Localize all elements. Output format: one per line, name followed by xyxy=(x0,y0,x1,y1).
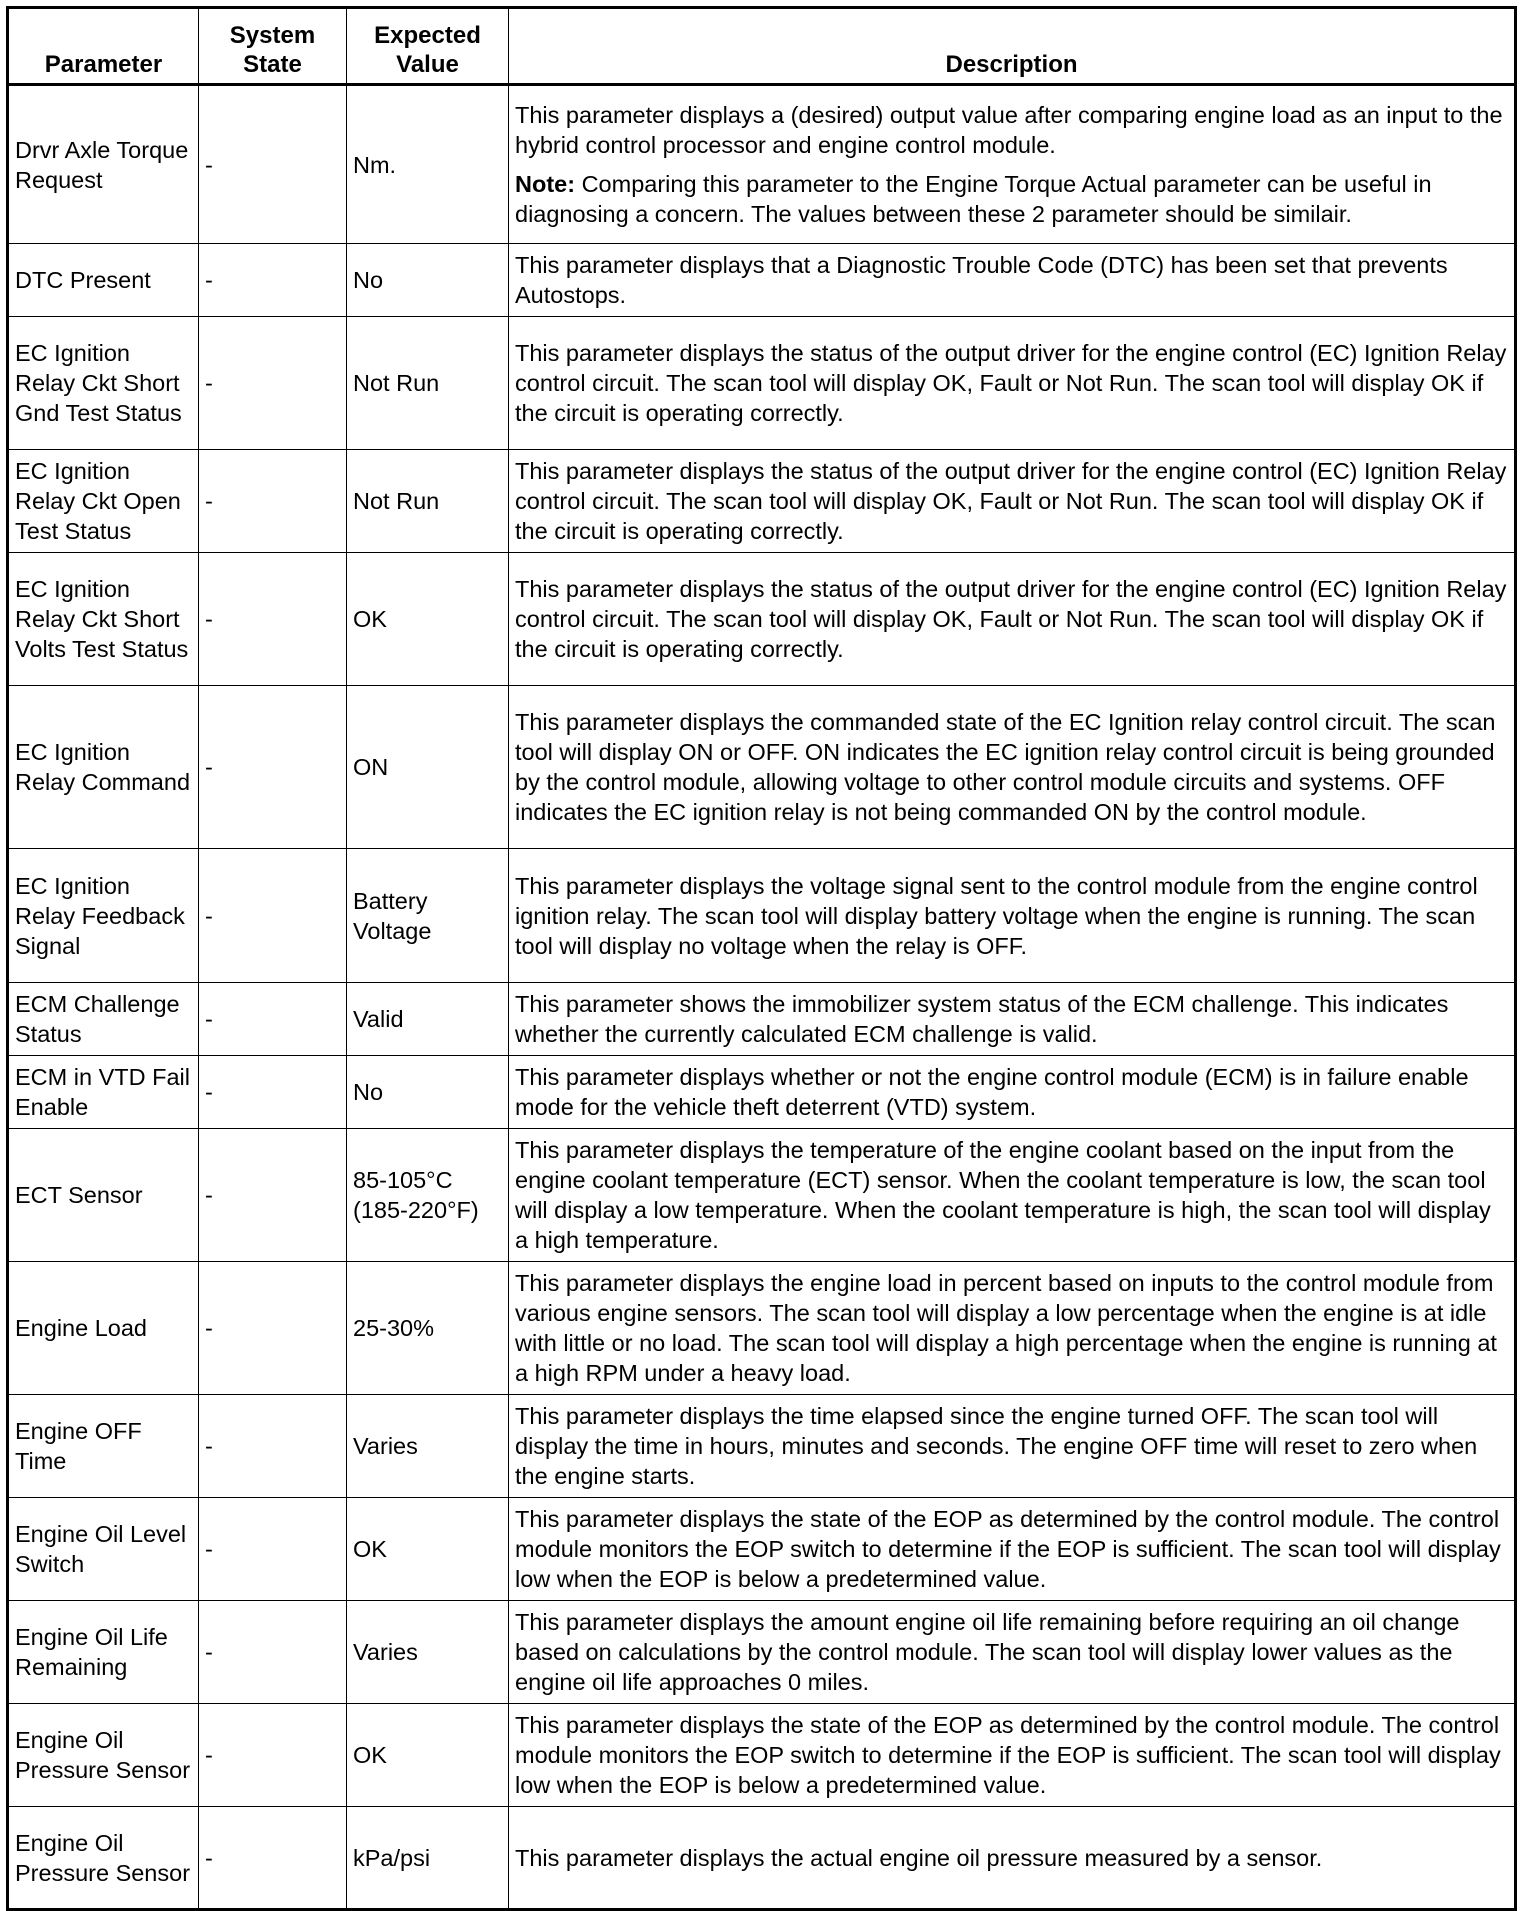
note-label: Note: xyxy=(515,171,576,197)
cell-expected-value: OK xyxy=(347,1704,509,1807)
description-note xyxy=(515,169,1508,229)
cell-parameter: Engine OFF Time xyxy=(8,1395,199,1498)
table-row xyxy=(8,686,1516,849)
table-row xyxy=(8,849,1516,983)
table-row xyxy=(8,1498,1516,1601)
cell-parameter: ECM Challenge Status xyxy=(8,983,199,1056)
cell-expected-value: Nm. xyxy=(347,85,509,244)
cell-description: This parameter displays the status of the output driver for the engine control (EC) Ignition Relay control circuit. The scan tool will display OK, Fault or Not Run. The scan tool will display OK if the circuit is operating correctly. xyxy=(509,553,1516,686)
cell-description xyxy=(509,85,1516,244)
cell-system-state: - xyxy=(199,317,347,450)
note-text: Comparing this parameter to the Engine Torque Actual parameter can be useful in diagnosing a concern. The values between these 2 parameter should be similair. xyxy=(515,171,1432,227)
cell-expected-value: OK xyxy=(347,1498,509,1601)
table-row xyxy=(8,317,1516,450)
table-row xyxy=(8,1056,1516,1129)
cell-system-state: - xyxy=(199,1129,347,1262)
cell-description: This parameter displays the engine load in percent based on inputs to the control module from various engine sensors. The scan tool will display a low percentage when the engine is at idle with little or no load. The scan tool will display a high percentage when the engine is running at a high RPM under a heavy load. xyxy=(509,1262,1516,1395)
table-header-row xyxy=(8,8,1516,85)
cell-parameter: EC Ignition Relay Ckt Short Volts Test Status xyxy=(8,553,199,686)
cell-system-state: - xyxy=(199,1601,347,1704)
table-row xyxy=(8,1807,1516,1910)
cell-description: This parameter displays the status of the output driver for the engine control (EC) Ignition Relay control circuit. The scan tool will display OK, Fault or Not Run. The scan tool will display OK if the circuit is operating correctly. xyxy=(509,317,1516,450)
cell-system-state: - xyxy=(199,1056,347,1129)
cell-parameter: Drvr Axle Torque Request xyxy=(8,85,199,244)
cell-parameter: ECT Sensor xyxy=(8,1129,199,1262)
cell-system-state: - xyxy=(199,849,347,983)
cell-description: This parameter displays the state of the EOP as determined by the control module. The control module monitors the EOP switch to determine if the EOP is sufficient. The scan tool will display low when the EOP is below a predetermined value. xyxy=(509,1704,1516,1807)
cell-description: This parameter displays the amount engine oil life remaining before requiring an oil change based on calculations by the control module. The scan tool will display lower values as the engine oil life approaches 0 miles. xyxy=(509,1601,1516,1704)
parameter-table-sheet xyxy=(6,6,1517,1911)
cell-expected-value: Valid xyxy=(347,983,509,1056)
cell-system-state: - xyxy=(199,1807,347,1910)
column-header-parameter: Parameter xyxy=(8,8,199,85)
cell-expected-value: Varies xyxy=(347,1601,509,1704)
cell-expected-value: No xyxy=(347,1056,509,1129)
cell-description: This parameter displays the state of the EOP as determined by the control module. The control module monitors the EOP switch to determine if the EOP is sufficient. The scan tool will display low when the EOP is below a predetermined value. xyxy=(509,1498,1516,1601)
column-header-expected-value: Expected Value xyxy=(347,8,509,85)
cell-description: This parameter displays the voltage signal sent to the control module from the engine control ignition relay. The scan tool will display battery voltage when the engine is running. The scan tool will display no voltage when the relay is OFF. xyxy=(509,849,1516,983)
cell-expected-value: Battery Voltage xyxy=(347,849,509,983)
cell-system-state: - xyxy=(199,983,347,1056)
table-row xyxy=(8,983,1516,1056)
cell-system-state: - xyxy=(199,1704,347,1807)
cell-parameter: Engine Oil Pressure Sensor xyxy=(8,1807,199,1910)
cell-parameter: Engine Oil Life Remaining xyxy=(8,1601,199,1704)
column-header-system-state: System State xyxy=(199,8,347,85)
cell-expected-value: Not Run xyxy=(347,317,509,450)
cell-description: This parameter displays the temperature of the engine coolant based on the input from the engine coolant temperature (ECT) sensor. When the coolant temperature is low, the scan tool will display a low temperature. When the coolant temperature is high, the scan tool will display a high temperature. xyxy=(509,1129,1516,1262)
column-header-description: Description xyxy=(509,8,1516,85)
cell-parameter: DTC Present xyxy=(8,244,199,317)
cell-expected-value: kPa/psi xyxy=(347,1807,509,1910)
table-row xyxy=(8,1704,1516,1807)
cell-description: This parameter displays the actual engine oil pressure measured by a sensor. xyxy=(509,1807,1516,1910)
cell-expected-value: Varies xyxy=(347,1395,509,1498)
cell-description: This parameter displays whether or not the engine control module (ECM) is in failure enable mode for the vehicle theft deterrent (VTD) system. xyxy=(509,1056,1516,1129)
cell-system-state: - xyxy=(199,553,347,686)
cell-description: This parameter displays the status of the output driver for the engine control (EC) Ignition Relay control circuit. The scan tool will display OK, Fault or Not Run. The scan tool will display OK if the circuit is operating correctly. xyxy=(509,450,1516,553)
cell-parameter: EC Ignition Relay Command xyxy=(8,686,199,849)
cell-system-state: - xyxy=(199,1262,347,1395)
cell-description: This parameter shows the immobilizer system status of the ECM challenge. This indicates whether the currently calculated ECM challenge is valid. xyxy=(509,983,1516,1056)
cell-expected-value: ON xyxy=(347,686,509,849)
cell-parameter: ECM in VTD Fail Enable xyxy=(8,1056,199,1129)
table-row xyxy=(8,1395,1516,1498)
cell-system-state: - xyxy=(199,244,347,317)
cell-parameter: EC Ignition Relay Ckt Short Gnd Test Status xyxy=(8,317,199,450)
cell-expected-value: Not Run xyxy=(347,450,509,553)
cell-system-state: - xyxy=(199,1498,347,1601)
cell-expected-value: No xyxy=(347,244,509,317)
cell-system-state: - xyxy=(199,686,347,849)
cell-parameter: EC Ignition Relay Ckt Open Test Status xyxy=(8,450,199,553)
cell-description: This parameter displays the commanded state of the EC Ignition relay control circuit. The scan tool will display ON or OFF. ON indicates the EC ignition relay control circuit is being grounded by the control module, allowing voltage to other control module circuits and systems. OFF indicates the EC ignition relay is not being commanded ON by the control module. xyxy=(509,686,1516,849)
parameter-table xyxy=(6,6,1517,1911)
table-row xyxy=(8,1129,1516,1262)
cell-parameter: EC Ignition Relay Feedback Signal xyxy=(8,849,199,983)
cell-expected-value: 25-30% xyxy=(347,1262,509,1395)
cell-description: This parameter displays that a Diagnostic Trouble Code (DTC) has been set that prevents Autostops. xyxy=(509,244,1516,317)
cell-system-state: - xyxy=(199,1395,347,1498)
table-row xyxy=(8,1262,1516,1395)
table-row xyxy=(8,450,1516,553)
cell-system-state: - xyxy=(199,85,347,244)
cell-system-state: - xyxy=(199,450,347,553)
cell-expected-value: OK xyxy=(347,553,509,686)
table-row xyxy=(8,1601,1516,1704)
cell-parameter: Engine Oil Pressure Sensor xyxy=(8,1704,199,1807)
table-row xyxy=(8,85,1516,244)
cell-expected-value: 85-105°C (185-220°F) xyxy=(347,1129,509,1262)
cell-parameter: Engine Load xyxy=(8,1262,199,1395)
table-row xyxy=(8,244,1516,317)
cell-description: This parameter displays the time elapsed since the engine turned OFF. The scan tool will display the time in hours, minutes and seconds. The engine OFF time will reset to zero when the engine starts. xyxy=(509,1395,1516,1498)
table-row xyxy=(8,553,1516,686)
cell-parameter: Engine Oil Level Switch xyxy=(8,1498,199,1601)
description-text: This parameter displays a (desired) output value after comparing engine load as an input to the hybrid control processor and engine control module. xyxy=(515,102,1503,158)
